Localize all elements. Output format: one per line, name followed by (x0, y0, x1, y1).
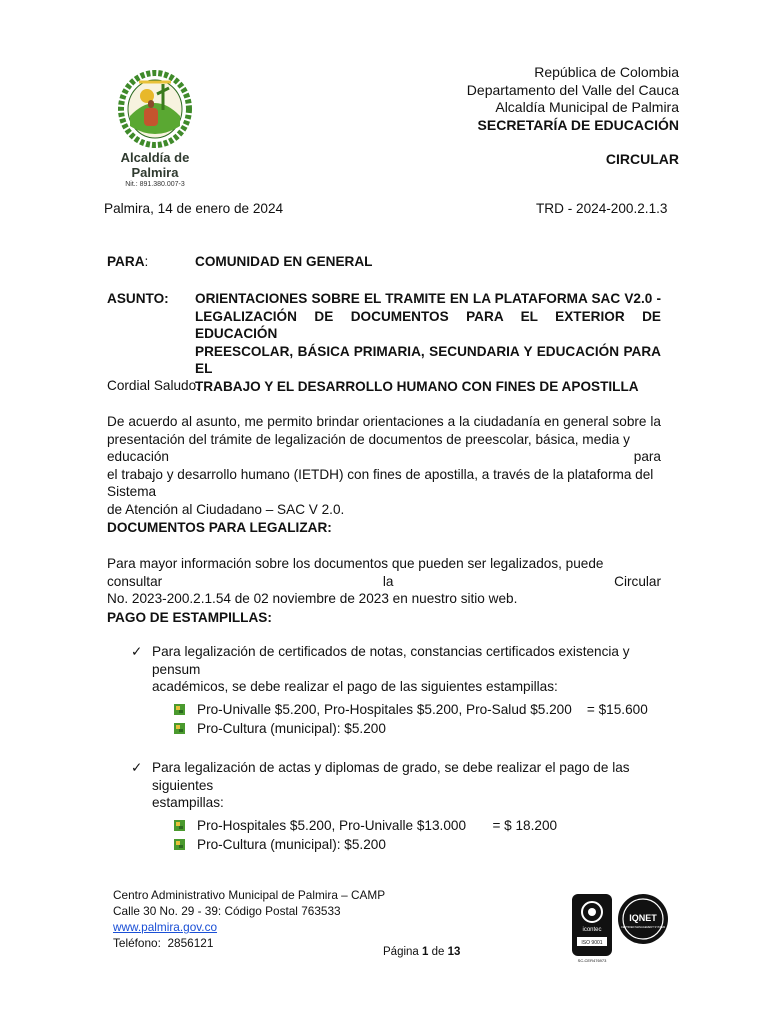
iqnet-label: IQNET (629, 913, 657, 923)
header-country: República de Colombia (534, 64, 679, 80)
para-colon: : (144, 254, 149, 269)
section-estampillas-title: PAGO DE ESTAMPILLAS: (107, 610, 272, 625)
iqnet-badge-icon (618, 894, 668, 944)
footer-address-1: Centro Administrativo Municipal de Palmira – CAMP (113, 888, 386, 902)
letterhead (467, 64, 679, 169)
page-total: 13 (447, 946, 461, 958)
bullet-text: Pro-Cultura (municipal): $5.200 (197, 837, 386, 852)
bullet-text: Pro-Univalle $5.200, Pro-Hospitales $5.200, Pro-Salud $5.200 = $15.600 (197, 702, 648, 717)
palmira-seal-icon (117, 70, 193, 148)
trd-code: TRD - 2024-200.2.1.3 (536, 201, 668, 216)
intro-line: presentación del trámite de legalización de documentos de preescolar, básica, media y educación para (107, 431, 661, 464)
page-prefix: Página (383, 946, 419, 958)
iso-label: ISO 9001 (581, 940, 603, 946)
section-documentos-text (107, 555, 661, 608)
list-item (174, 835, 386, 854)
bullet-text: Pro-Hospitales $5.200, Pro-Univalle $13.000 = $ 18.200 (197, 818, 558, 833)
para-label: PARA (107, 254, 145, 269)
footer-address-2: Calle 30 No. 29 - 39: Código Postal 763533 (113, 904, 341, 918)
stamp-bullet-icon (174, 839, 185, 850)
intro-paragraph (107, 413, 661, 518)
para-value: COMUNIDAD EN GENERAL (195, 254, 373, 269)
item1-text (152, 643, 661, 696)
footer (113, 887, 385, 951)
page-current: 1 (422, 946, 429, 958)
intro-line: el trabajo y desarrollo humano (IETDH) con fines de apostilla, a través de la plataforma del Sistema (107, 466, 654, 499)
list-item (174, 816, 557, 835)
item2-line: Para legalización de actas y diplomas de grado, se debe realizar el pago de las siguientes (152, 760, 630, 793)
asunto-line: TRABAJO Y EL DESARROLLO HUMANO CON FINES DE APOSTILLA (195, 378, 639, 394)
logo-name: Alcaldía de Palmira (120, 150, 190, 180)
icontec-label: icontec (582, 927, 602, 933)
greeting: Cordial Saludo. (107, 378, 200, 393)
header-secretariat: SECRETARÍA DE EDUCACIÓN (477, 116, 679, 133)
place-date: Palmira, 14 de enero de 2024 (104, 201, 284, 216)
stamp-bullet-icon (174, 723, 185, 734)
check-icon: ✓ (131, 644, 143, 659)
item1-line: académicos, se debe realizar el pago de las siguientes estampillas: (152, 679, 558, 694)
asunto-text (195, 290, 661, 395)
documentos-line: No. 2023-200.2.1.54 de 02 noviembre de 2023 en nuestro sitio web. (107, 591, 518, 606)
item1-line: Para legalización de certificados de notas, constancias certificados existencia y pensum (152, 644, 630, 677)
website-link[interactable]: www.palmira.gov.co (113, 920, 218, 934)
page-sep: de (431, 946, 445, 958)
bullet-text: Pro-Cultura (municipal): $5.200 (197, 721, 386, 736)
document-type: CIRCULAR (605, 151, 679, 167)
page-number (383, 946, 460, 958)
list-item (174, 700, 648, 719)
item2-text (152, 759, 661, 812)
phone-label: Teléfono: (113, 936, 161, 950)
para-label-row (107, 253, 148, 271)
footer-phone (113, 935, 385, 951)
header-municipality: Alcaldía Municipal de Palmira (495, 99, 679, 115)
list-item (174, 719, 386, 738)
asunto-line: PREESCOLAR, BÁSICA PRIMARIA, SECUNDARIA Y EDUCACIÓN PARA EL (195, 343, 661, 376)
logo-nit: Nit.: 891.380.007-3 (125, 181, 185, 188)
stamp-bullet-icon (174, 704, 185, 715)
section-documentos-title: DOCUMENTOS PARA LEGALIZAR: (107, 520, 332, 535)
stamp-bullet-icon (174, 820, 185, 831)
intro-line: De acuerdo al asunto, me permito brindar orientaciones a la ciudadanía en general sobre la (107, 414, 661, 429)
documentos-line: Para mayor información sobre los documentos que pueden ser legalizados, puede consultar la Circular (107, 556, 661, 589)
municipality-logo (100, 70, 210, 188)
asunto-line: LEGALIZACIÓN DE DOCUMENTOS PARA EL EXTERIOR DE EDUCACIÓN (195, 308, 661, 341)
asunto-label: ASUNTO: (107, 291, 169, 306)
intro-line: de Atención al Ciudadano – SAC V 2.0. (107, 501, 345, 517)
cert-code: SC-CER476973 (577, 958, 607, 963)
iqnet-sub: CERTIFIED MANAGEMENT SYSTEM (620, 926, 666, 929)
icontec-badge-icon (572, 894, 612, 956)
phone-number: 2856121 (167, 936, 214, 950)
item2-line: estampillas: (152, 795, 224, 810)
header-department: Departamento del Valle del Cauca (466, 81, 679, 98)
asunto-line: ORIENTACIONES SOBRE EL TRAMITE EN LA PLATAFORMA SAC V2.0 - (195, 291, 661, 306)
check-icon: ✓ (131, 760, 143, 775)
